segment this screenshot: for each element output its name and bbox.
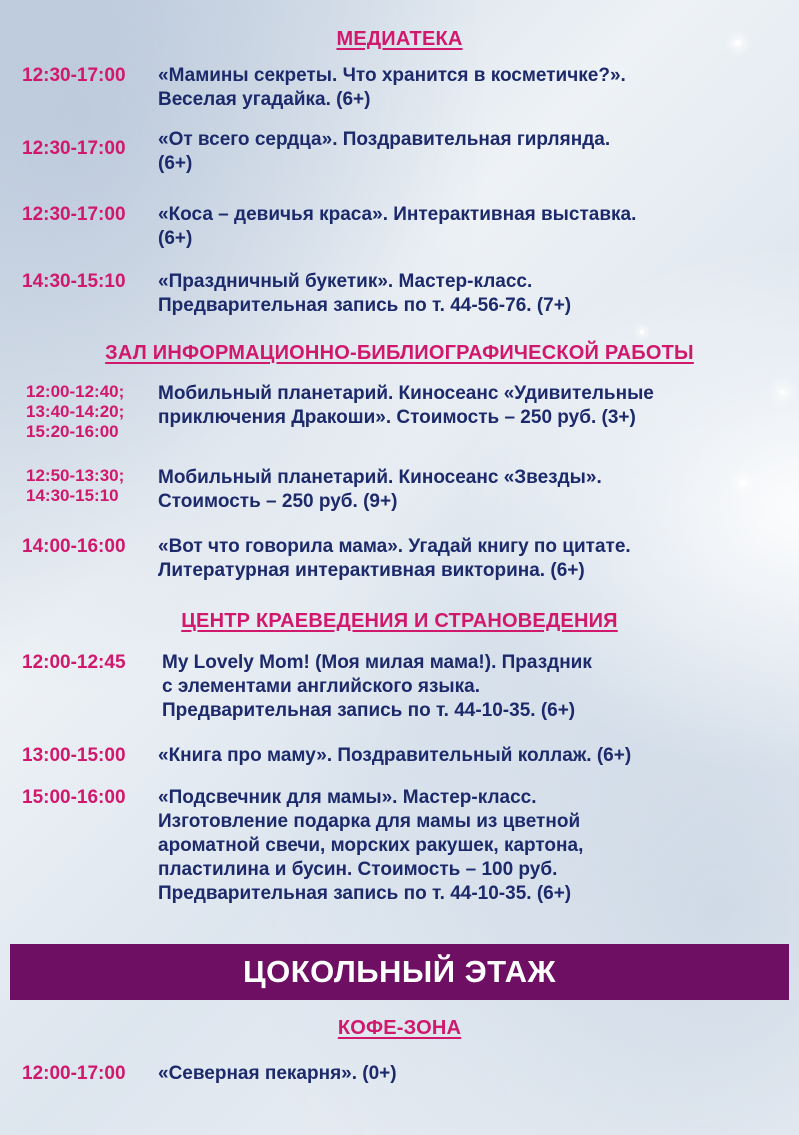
event-description: «Книга про маму». Поздравительный коллаж. (6+) [158, 745, 632, 766]
section-title-mediateka: МЕДИАТЕКА [336, 28, 463, 50]
event-description: «От всего сердца». Поздравительная гирлянда. (6+) [158, 129, 611, 174]
event-time: 14:30-15:10 [22, 271, 126, 292]
event-time: 12:30-17:00 [22, 65, 126, 86]
floor-banner: ЦОКОЛЬНЫЙ ЭТАЖ [10, 944, 789, 1000]
event-description: «Мамины секреты. Что хранится в косметичке?». Веселая угадайка. (6+) [158, 65, 626, 110]
event-time: 13:00-15:00 [22, 745, 126, 766]
event-description: «Коса – девичья краса». Интерактивная выставка. (6+) [158, 204, 637, 249]
event-time: 14:00-16:00 [22, 536, 126, 557]
section-title-local-history: ЦЕНТР КРАЕВЕДЕНИЯ И СТРАНОВЕДЕНИЯ [181, 610, 618, 632]
event-description: «Северная пекарня». (0+) [158, 1063, 397, 1084]
section-title-info-bibliography: ЗАЛ ИНФОРМАЦИОННО-БИБЛИОГРАФИЧЕСКОЙ РАБОТЫ [105, 342, 694, 364]
event-time: 12:00-17:00 [22, 1063, 126, 1084]
event-time: 15:00-16:00 [22, 787, 126, 808]
section-title-cafe: КОФЕ-ЗОНА [337, 1017, 462, 1039]
event-time: 12:00-12:45 [22, 652, 126, 673]
event-description: Мобильный планетарий. Киносеанс «Удивительные приключения Дракоши». Стоимость – 250 руб. (3+) [158, 383, 654, 428]
event-description: «Вот что говорила мама». Угадай книгу по цитате. Литературная интерактивная викторина. (6+) [158, 536, 631, 581]
event-description: «Подсвечник для мамы». Мастер-класс. Изготовление подарка для мамы из цветной ароматной свечи, морских ракушек, картона, пластилина и бусин. Стоимость – 100 руб. Предварительная запись по т. 44-10-35. (6+) [158, 787, 584, 904]
event-description: My Lovely Mom! (Моя милая мама!). Праздник с элементами английского языка. Предварительная запись по т. 44-10-35. (6+) [162, 652, 592, 721]
event-time: 12:00-12:40; 13:40-14:20; 15:20-16:00 [26, 382, 125, 441]
event-time: 12:30-17:00 [22, 204, 126, 225]
event-time: 12:50-13:30; 14:30-15:10 [26, 466, 125, 505]
event-time: 12:30-17:00 [22, 138, 126, 159]
event-description: Мобильный планетарий. Киносеанс «Звезды». Стоимость – 250 руб. (9+) [158, 467, 602, 512]
event-description: «Праздничный букетик». Мастер-класс. Предварительная запись по т. 44-56-76. (7+) [158, 271, 572, 316]
sparkle-decoration [640, 330, 644, 334]
